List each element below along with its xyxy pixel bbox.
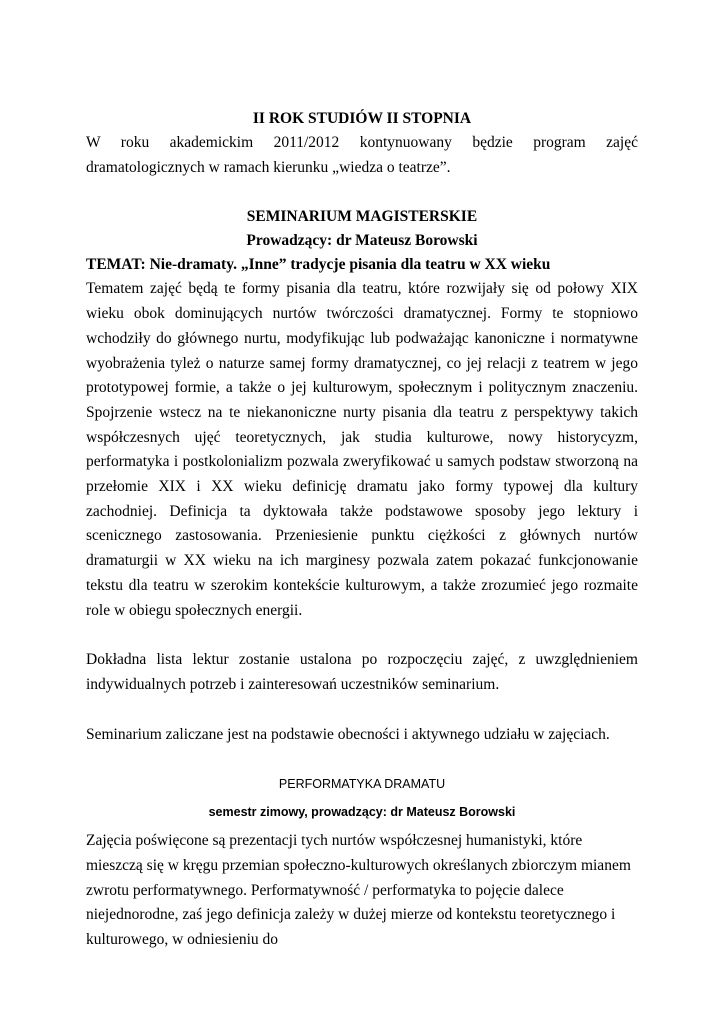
page-content <box>86 107 638 953</box>
seminar-description: Tematem zajęć będą te formy pisania dla teatru, które rozwijały się od połowy XIX wieku obok dominujących nurtów twórczości dramatycznej. Formy te stopniowo wchodziły do głównego nurtu, modyfikując lub podważając kanoniczne i normatywne wyobrażenia tyleż o naturze samej formy dramatycznej, co jej relacji z teatrem w jego prototypowej formie, a także o jej kulturowym, społecznym i politycznym znaczeniu. Spojrzenie wstecz na te niekanoniczne nurty pisania dla teatru z perspektywy takich współczesnych ujęć teoretycznych, jak studia kulturowe, nowy historycyzm, performatyka i postkolonializm pozwala zweryfikować u samych podstaw stworzoną na przełomie XIX i XX wieku definicję dramatu jako formy typowej dla kultury zachodniej. Definicja ta dyktowała także podstawowe sposoby jego lektury i scenicznego zastosowania. Przeniesienie punktu ciężkości z głównych nurtów dramaturgii w XX wieku na ich marginesy pozwala zatem pokazać funkcjonowanie tekstu dla teatru w szerokim kontekście kulturowym, a także zrozumieć jego rozmaite role w obiegu społecznych energii. <box>86 280 638 619</box>
seminar-topic: TEMAT: Nie-dramaty. „Inne” tradycje pisania dla teatru w XX wieku <box>86 256 551 274</box>
seminar-leader: Prowadzący: dr Mateusz Borowski <box>246 232 478 250</box>
spacer <box>86 819 638 829</box>
reading-list-paragraph: Dokładna lista lektur zostanie ustalona po rozpoczęciu zajęć, z uwzględnieniem indywidualnych potrzeb i zainteresowań uczestników seminarium. <box>86 651 638 693</box>
spacer <box>86 791 638 805</box>
credit-paragraph: Seminarium zaliczane jest na podstawie obecności i aktywnego udziału w zajęciach. <box>86 725 610 743</box>
seminar-title: SEMINARIUM MAGISTERSKIE <box>246 208 478 226</box>
spacer <box>86 747 638 777</box>
section-title: II ROK STUDIÓW II STOPNIA <box>252 110 472 127</box>
spacer <box>86 698 638 723</box>
performatics-subtitle: semestr zimowy, prowadzący: dr Mateusz Borowski <box>208 805 516 820</box>
performatics-description: Zajęcia poświęcone są prezentacji tych nurtów współczesnej humanistyki, które mieszczą się w kręgu przemian społeczno-kulturowych określanych zbiorczym mianem zwrotu performatywnego. Performatywność / performatyka to pojęcie dalece niejednorodne, zaś jego definicja zależy w dużej mierze od kontekstu teoretycznego i kulturowego, w odniesieniu do <box>86 832 631 949</box>
performatics-title: PERFORMATYKA DRAMATU <box>278 777 446 792</box>
spacer <box>86 180 638 205</box>
spacer <box>86 623 638 648</box>
intro-paragraph: W roku akademickim 2011/2012 kontynuowany będzie program zajęć dramatologicznych w ramach kierunku „wiedza o teatrze”. <box>86 134 638 176</box>
